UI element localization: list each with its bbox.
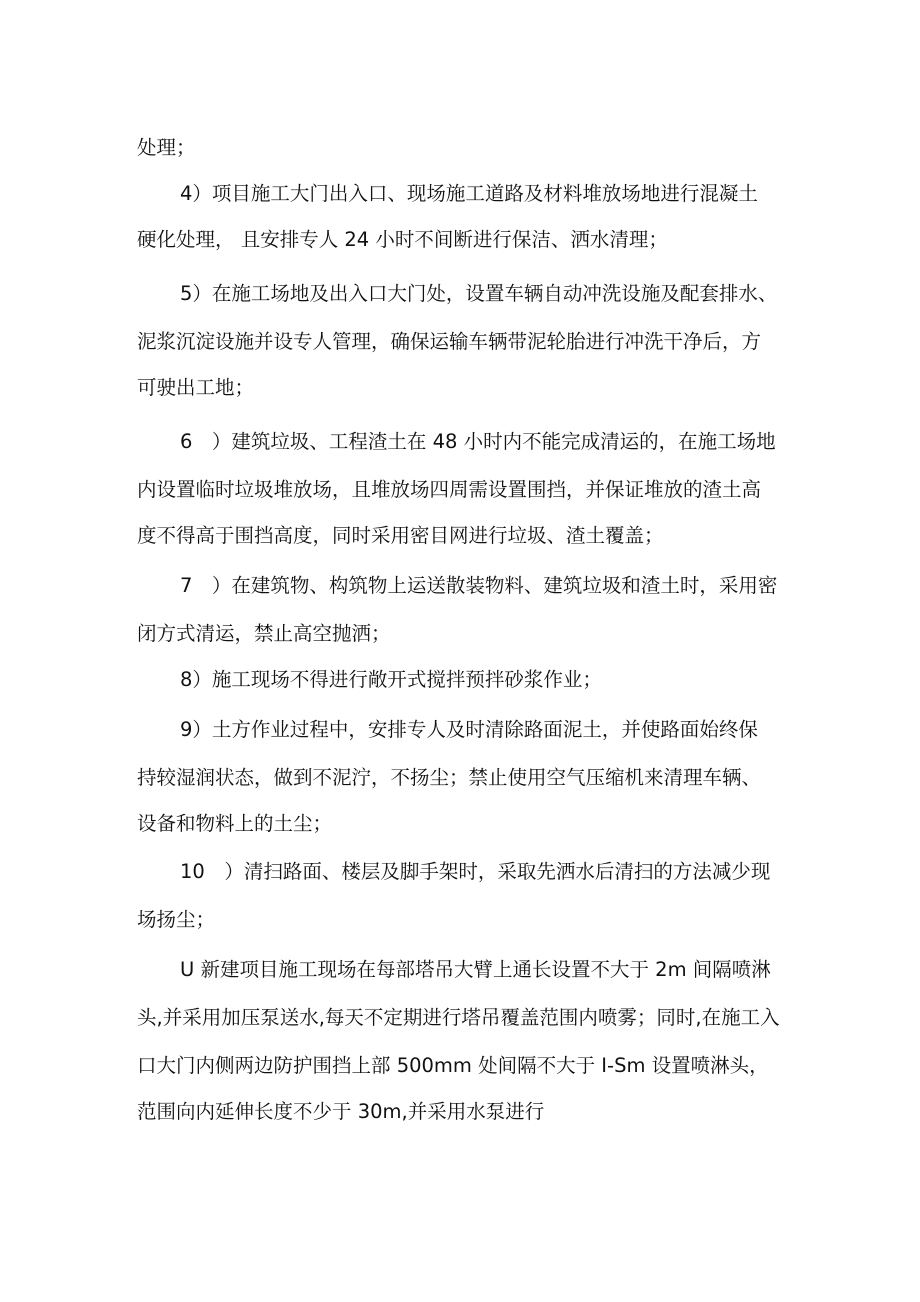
- item-11-line-2: 头,并采用加压泵送水,每天不定期进行塔吊覆盖范围内喷雾；同时,在施工入: [137, 1006, 780, 1029]
- item-6-line-2: 内设置临时垃圾堆放场，且堆放场四周需设置围挡，并保证堆放的渣土高: [137, 478, 762, 501]
- item-9-line-3: 设备和物料上的土尘；: [137, 812, 333, 835]
- item-10-line-1: 10 ）清扫路面、楼层及脚手架时，采取先洒水后清扫的方法减少现: [180, 860, 771, 883]
- item-6-line-1: 6 ）建筑垃圾、工程渣土在 48 小时内不能完成清运的，在施工场地: [180, 430, 776, 453]
- item-4-line-1: 4）项目施工大门出入口、现场施工道路及材料堆放场地进行混凝土: [180, 182, 758, 205]
- item-5-line-2: 泥浆沉淀设施并设专人管理，确保运输车辆带泥轮胎进行冲洗干净后，方: [137, 330, 762, 353]
- item-9-line-2: 持较湿润状态，做到不泥泞，不扬尘；禁止使用空气压缩机来清理车辆、: [137, 766, 762, 789]
- item-11-line-3: 口大门内侧两边防护围挡上部 500mm 处间隔不大于 I-Sm 设置喷淋头，: [137, 1054, 769, 1077]
- item-10-line-2: 场扬尘；: [137, 908, 216, 931]
- item-7-line-1: 7 ）在建筑物、构筑物上运送散装物料、建筑垃圾和渣土时，采用密: [180, 574, 778, 597]
- item-9-line-1: 9）土方作业过程中，安排专人及时清除路面泥土，并使路面始终保: [180, 718, 758, 741]
- item-5-line-3: 可驶出工地；: [137, 376, 255, 399]
- item-11-line-1: U 新建项目施工现场在每部塔吊大臂上通长设置不大于 2m 间隔喷淋: [180, 958, 771, 981]
- item-4-line-2: 硬化处理， 且安排专人 24 小时不间断进行保洁、洒水清理；: [137, 228, 668, 251]
- item-7-line-2: 闭方式清运，禁止高空抛洒；: [137, 622, 391, 645]
- item-11-line-4: 范围向内延伸长度不少于 30m,并采用水泵进行: [137, 1100, 545, 1123]
- item-6-line-3: 度不得高于围挡高度，同时采用密目网进行垃圾、渣土覆盖；: [137, 524, 664, 547]
- text-line: 处理；: [137, 136, 196, 159]
- item-5-line-1: 5）在施工场地及出入口大门处，设置车辆自动冲洗设施及配套排水、: [180, 282, 778, 305]
- item-8-line-1: 8）施工现场不得进行敞开式搅拌预拌砂浆作业；: [180, 668, 602, 691]
